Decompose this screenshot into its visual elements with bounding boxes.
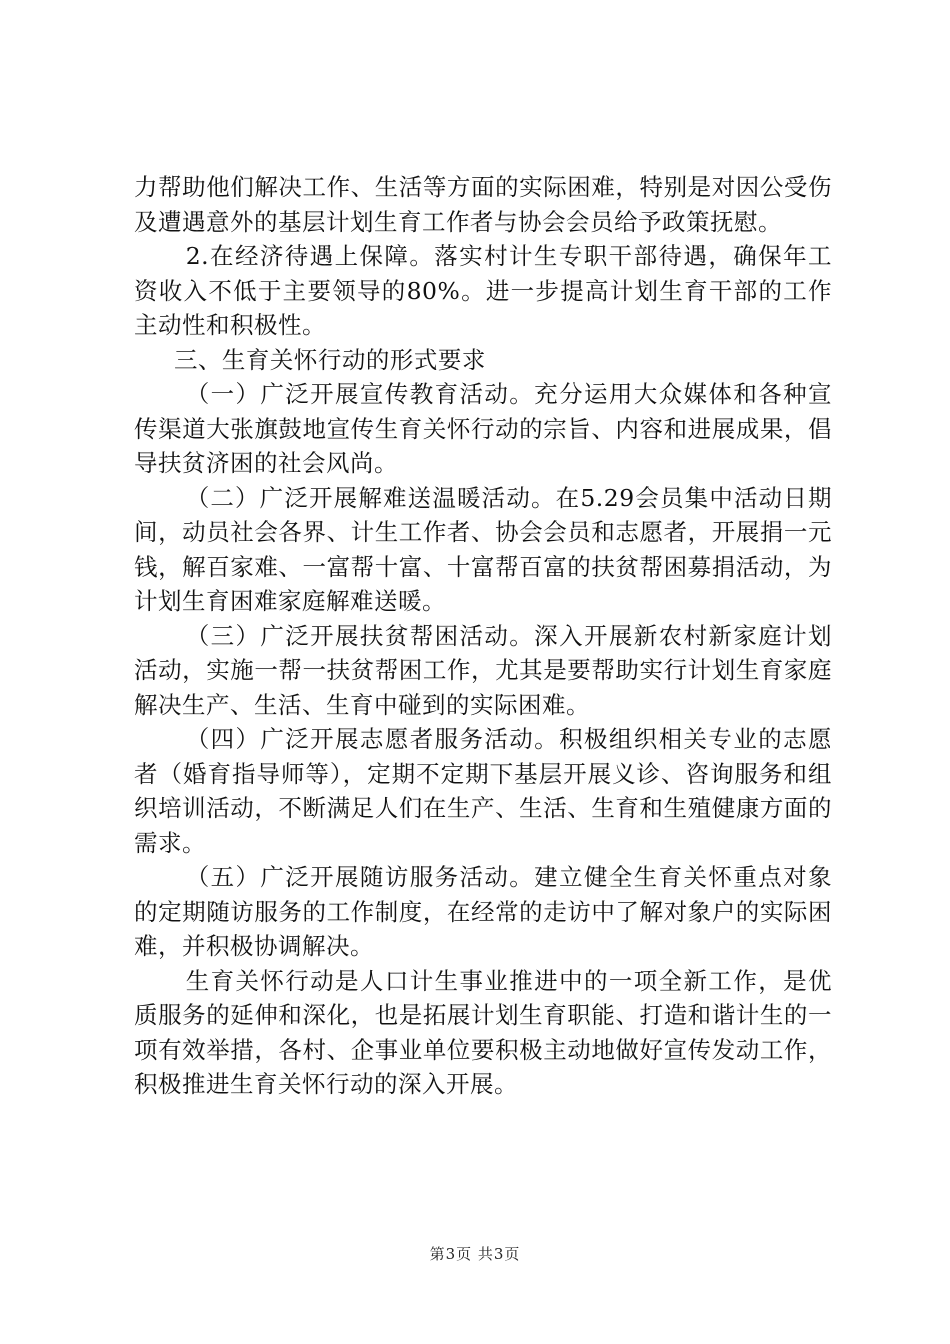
paragraph-economic-guarantee: 2.在经济待遇上保障。落实村计生专职干部待遇，确保年工资收入不低于主要领导的80%。进一步提高计划生育干部的工作主动性和积极性。 — [134, 242, 832, 339]
page-footer — [0, 1244, 950, 1264]
paragraph-item-1: （一）广泛开展宣传教育活动。充分运用大众媒体和各种宣传渠道大张旗鼓地宣传生育关怀行动的宗旨、内容和进展成果，倡导扶贫济困的社会风尚。 — [134, 380, 832, 477]
paragraph-item-4: （四）广泛开展志愿者服务活动。积极组织相关专业的志愿者（婚育指导师等），定期不定期下基层开展义诊、咨询服务和组织培训活动，不断满足人们在生产、生活、生育和生殖健康方面的需求。 — [134, 725, 832, 857]
paragraph-item-3: （三）广泛开展扶贫帮困活动。深入开展新农村新家庭计划活动，实施一帮一扶贫帮困工作，尤其是要帮助实行计划生育家庭解决生产、生活、生育中碰到的实际困难。 — [134, 621, 832, 719]
paragraph-item-5: （五）广泛开展随访服务活动。建立健全生育关怀重点对象的定期随访服务的工作制度，在经常的走访中了解对象户的实际困难，并积极协调解决。 — [134, 863, 832, 960]
page-number-label: 第3页 共3页 — [429, 1245, 521, 1263]
section-heading-3: 三、生育关怀行动的形式要求 — [173, 345, 486, 374]
paragraph-item-2: （二）广泛开展解难送温暖活动。在5.29会员集中活动日期间，动员社会各界、计生工作者、协会会员和志愿者，开展捐一元钱，解百家难、一富帮十富、十富帮百富的扶贫帮困募捐活动，为计划生育困难家庭解难送暖。 — [134, 483, 832, 615]
paragraph-conclusion: 生育关怀行动是人口计生事业推进中的一项全新工作，是优质服务的延伸和深化，也是拓展计划生育职能、打造和谐计生的一项有效举措，各村、企事业单位要积极主动地做好宣传发动工作，积极推进生育关怀行动的深入开展。 — [134, 966, 832, 1098]
document-body — [134, 170, 832, 1102]
paragraph-continuation: 力帮助他们解决工作、生活等方面的实际困难，特别是对因公受伤及遭遇意外的基层计划生育工作者与协会会员给予政策抚慰。 — [134, 173, 832, 236]
